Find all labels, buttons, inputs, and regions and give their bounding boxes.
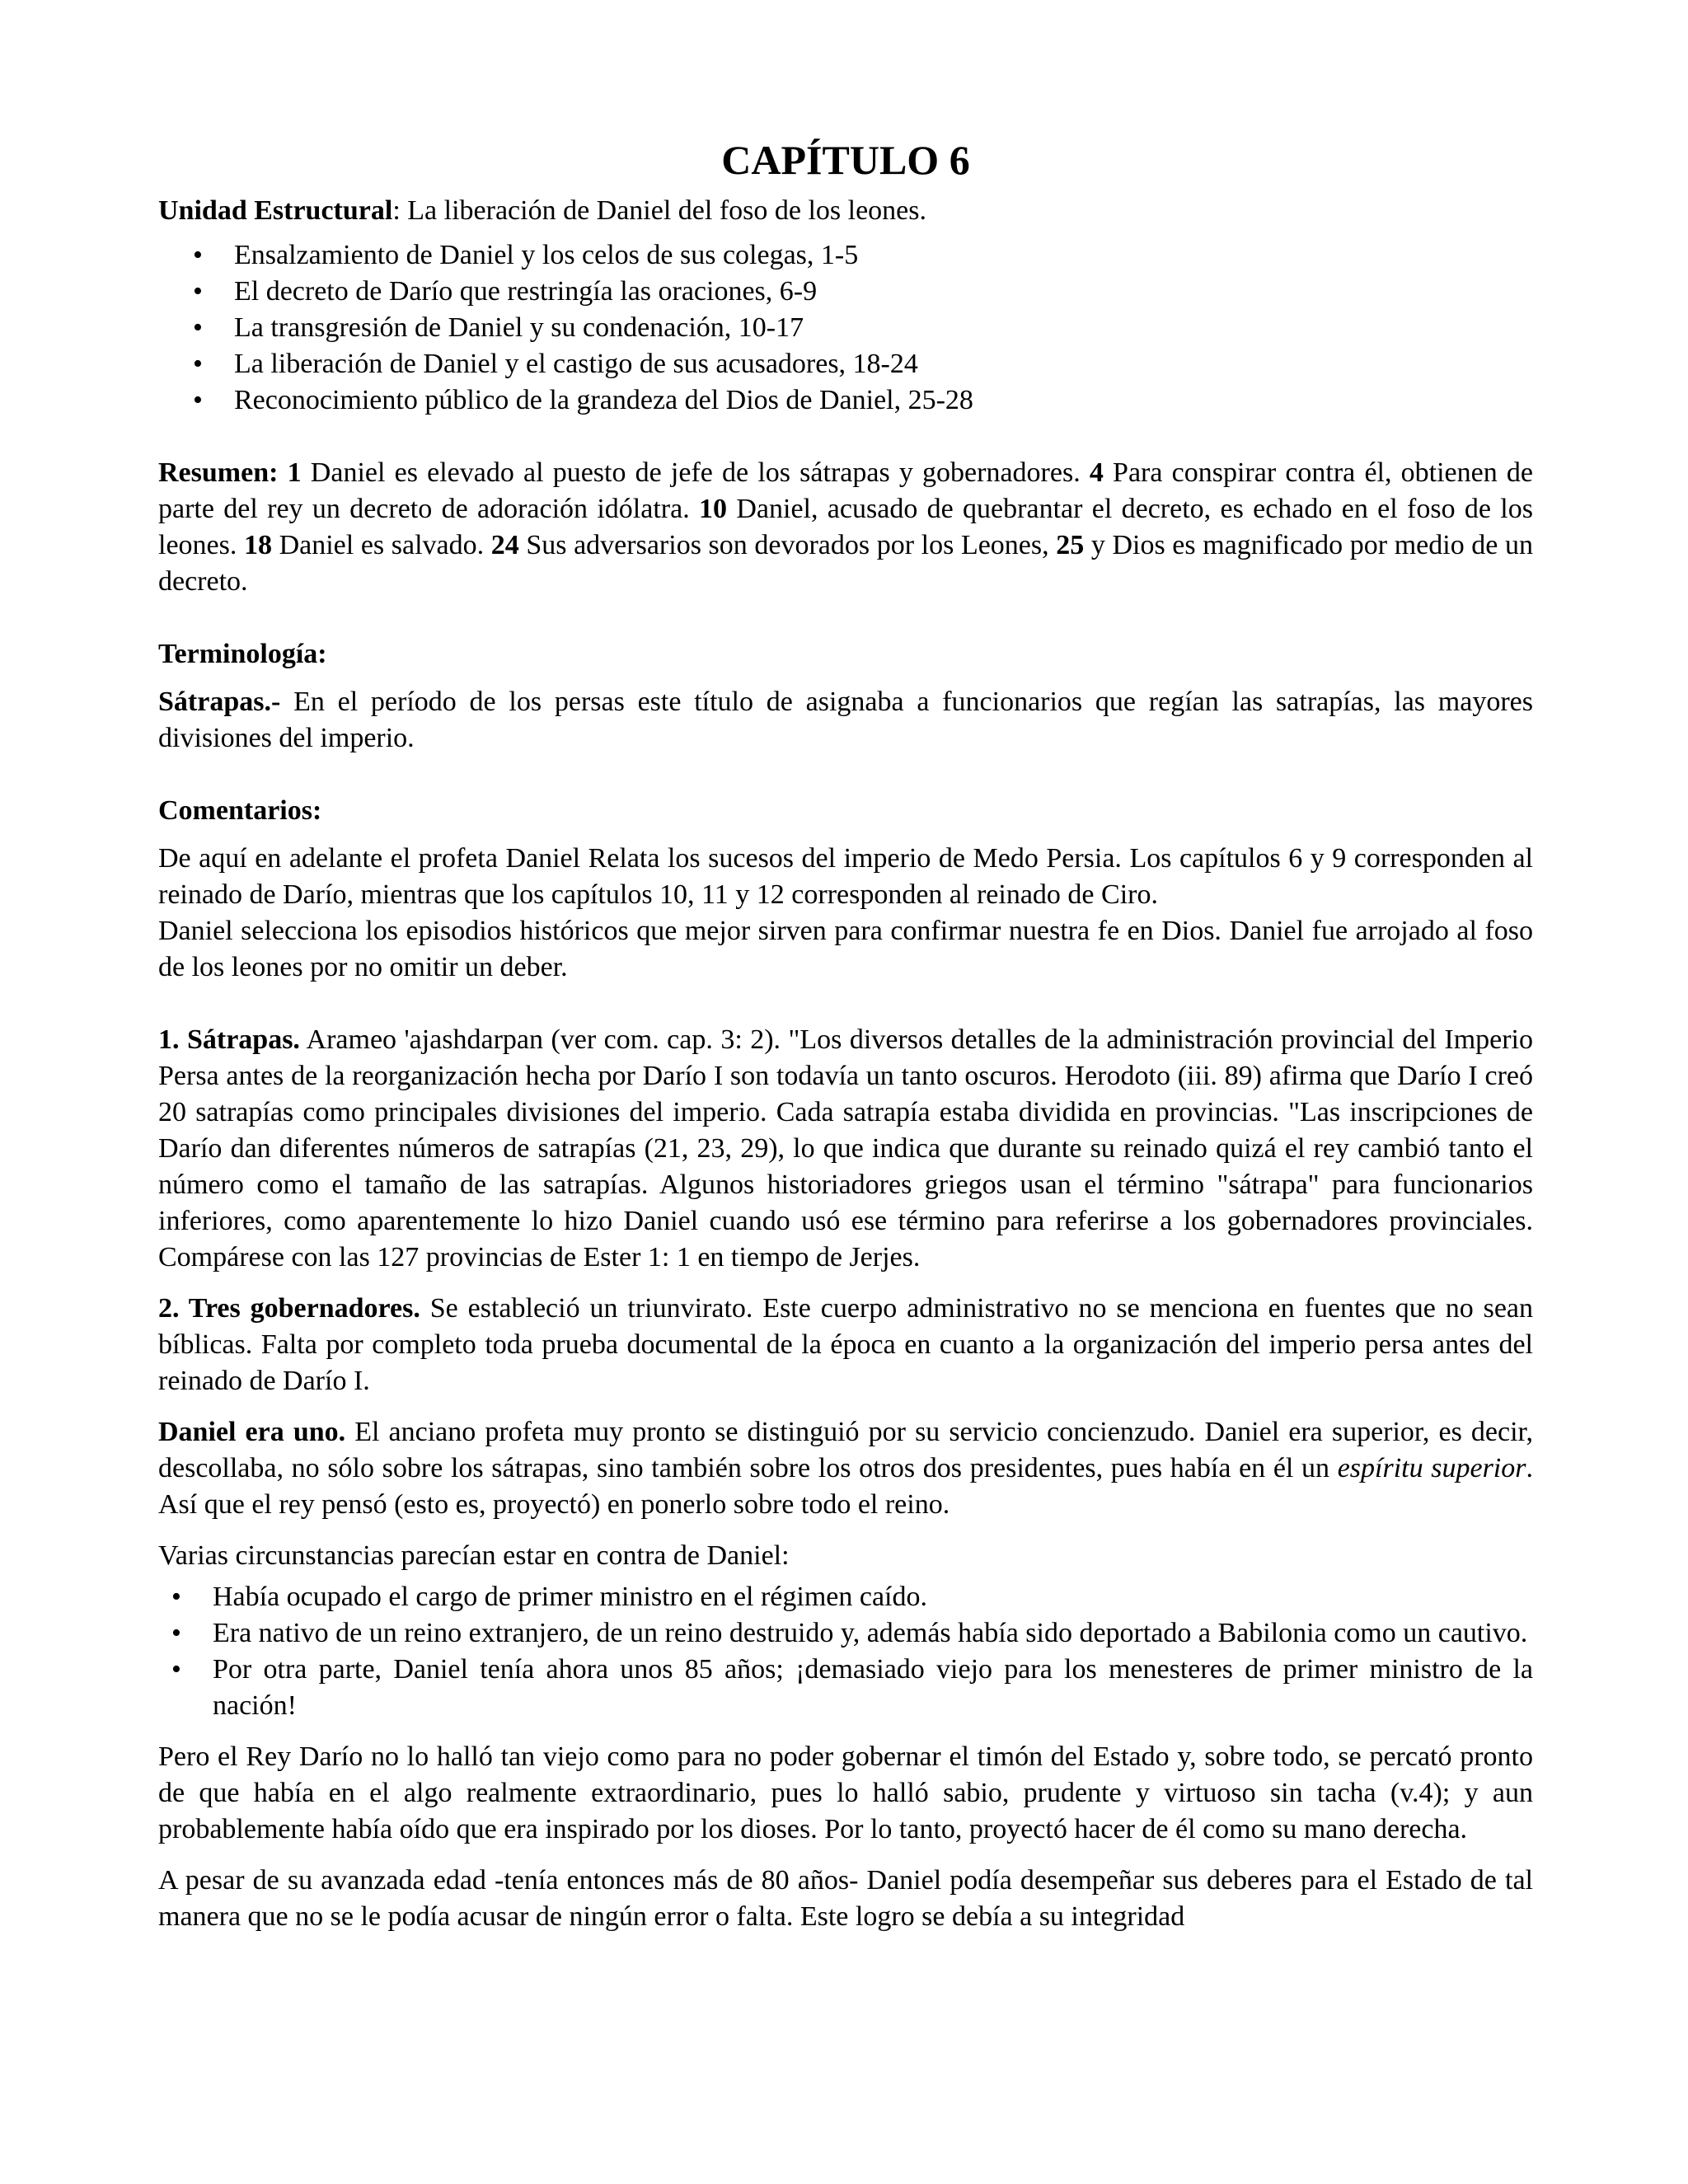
list-item: • Ensalzamiento de Daniel y los celos de sus colegas, 1-5	[158, 237, 1533, 274]
bullet-icon: •	[171, 1618, 181, 1648]
section-label: Daniel era uno.	[158, 1417, 346, 1447]
comentarios-paragraph-1: De aquí en adelante el profeta Daniel Relata los sucesos del imperio de Medo Persia. Los capítulos 6 y 9 corresponden al reinado de Darío, mientras que los capítulos 10, 11 y 12 corresponden al reinado de Ciro.	[158, 843, 1533, 910]
bullet-icon: •	[171, 1654, 181, 1685]
section-tres-gobernadores: 2. Tres gobernadores. Se estableció un triunvirato. Este cuerpo administrativo no se menciona en fuentes que no sean bíblicas. Falta por completo toda prueba documental de la época en cuanto a la organización del imperio persa antes del reinado de Darío I.	[158, 1293, 1534, 1396]
chapter-title: CAPÍTULO 6	[721, 137, 970, 183]
italic-phrase: espíritu superior	[1337, 1453, 1526, 1483]
list-item: • Reconocimiento público de la grandeza del Dios de Daniel, 25-28	[158, 382, 1533, 419]
unidad-text: : La liberación de Daniel del foso de los leones.	[392, 195, 927, 226]
list-item: • La liberación de Daniel y el castigo de sus acusadores, 18-24	[158, 346, 1533, 382]
list-item: • Había ocupado el cargo de primer ministro en el régimen caído.	[158, 1579, 1533, 1615]
terminologia-definition: Sátrapas.- En el período de los persas este título de asignaba a funcionarios que regían las satrapías, las mayores divisiones del imperio.	[158, 687, 1533, 753]
list-item: • Por otra parte, Daniel tenía ahora unos 85 años; ¡demasiado viejo para los menesteres de primer ministro de la nación!	[158, 1652, 1533, 1724]
bullet-icon: •	[193, 385, 203, 415]
bullet-icon: •	[193, 240, 203, 270]
paragraph-rey-dario: Pero el Rey Darío no lo halló tan viejo como para no poder gobernar el timón del Estado y, sobre todo, se percató pronto de que había en el algo realmente extraordinario, pues lo halló sabio, prudente y virtuoso sin tacha (v.4); y aun probablemente había oído que era inspirado por los dioses. Por lo tanto, proyectó hacer de él como su mano derecha.	[158, 1741, 1533, 1844]
unidad-label: Unidad Estructural	[158, 195, 393, 226]
unidad-estructural	[158, 193, 1533, 229]
comentarios-heading: Comentarios:	[158, 795, 322, 826]
paragraph-avanzada-edad: A pesar de su avanzada edad -tenía entonces más de 80 años- Daniel podía desempeñar sus deberes para el Estado de tal manera que no se le podía acusar de ningún error o falta. Este logro se debía a su integridad	[158, 1865, 1533, 1932]
resumen-label: Resumen:	[158, 457, 279, 488]
comentarios-paragraph-2: Daniel selecciona los episodios históricos que mejor sirven para confirmar nuestra fe en Dios. Daniel fue arrojado al foso de los leones por no omitir un deber.	[158, 916, 1533, 982]
list-item: • Era nativo de un reino extranjero, de un reino destruido y, además había sido deportado a Babilonia como un cautivo.	[158, 1615, 1533, 1652]
terminologia-heading: Terminología:	[158, 639, 327, 669]
term-label: Sátrapas.-	[158, 687, 281, 717]
section-label: 2. Tres gobernadores.	[158, 1293, 420, 1324]
bullet-icon: •	[193, 276, 203, 307]
unidad-list	[158, 237, 1533, 419]
circunstancias-list	[158, 1579, 1533, 1724]
section-label: 1. Sátrapas.	[158, 1024, 300, 1055]
bullet-icon: •	[193, 349, 203, 379]
section-daniel-era-uno: Daniel era uno. El anciano profeta muy pronto se distinguió por su servicio concienzudo. Daniel era superior, es decir, descollaba, no sólo sobre los sátrapas, sino también sobre los otros dos presidentes, pues había en él un espíritu superior. Así que el rey pensó (esto es, proyectó) en ponerlo sobre todo el reino.	[158, 1417, 1533, 1520]
resumen-paragraph: Resumen: 1 Daniel es elevado al puesto de jefe de los sátrapas y gobernadores. 4 Para conspirar contra él, obtienen de parte del rey un decreto de adoración idólatra. 10 Daniel, acusado de quebrantar el decreto, es echado en el foso de los leones. 18 Daniel es salvado. 24 Sus adversarios son devorados por los Leones, 25 y Dios es magnificado por medio de un decreto.	[158, 457, 1534, 597]
section-satrapas: 1. Sátrapas. Arameo 'ajashdarpan (ver com. cap. 3: 2). "Los diversos detalles de la administración provincial del Imperio Persa antes de la reorganización hecha por Darío I son todavía un tanto oscuros. Herodoto (iii. 89) afirma que Darío I creó 20 satrapías como principales divisiones del imperio. Cada satrapía estaba dividida en provincias. "Las inscripciones de Darío dan diferentes números de satrapías (21, 23, 29), lo que indica que durante su reinado quizá el rey cambió tanto el número como el tamaño de las satrapías. Algunos historiadores griegos usan el término "sátrapa" para funcionarios inferiores, como aparentemente lo hizo Daniel cuando usó ese término para referirse a los gobernadores provinciales. Compárese con las 127 provincias de Ester 1: 1 en tiempo de Jerjes.	[158, 1024, 1533, 1272]
list-item: • El decreto de Darío que restringía las oraciones, 6-9	[158, 274, 1533, 310]
bullet-icon: •	[171, 1582, 181, 1612]
circunstancias-intro: Varias circunstancias parecían estar en contra de Daniel:	[158, 1540, 790, 1571]
list-item: • La transgresión de Daniel y su condenación, 10-17	[158, 310, 1533, 346]
bullet-icon: •	[193, 312, 203, 343]
